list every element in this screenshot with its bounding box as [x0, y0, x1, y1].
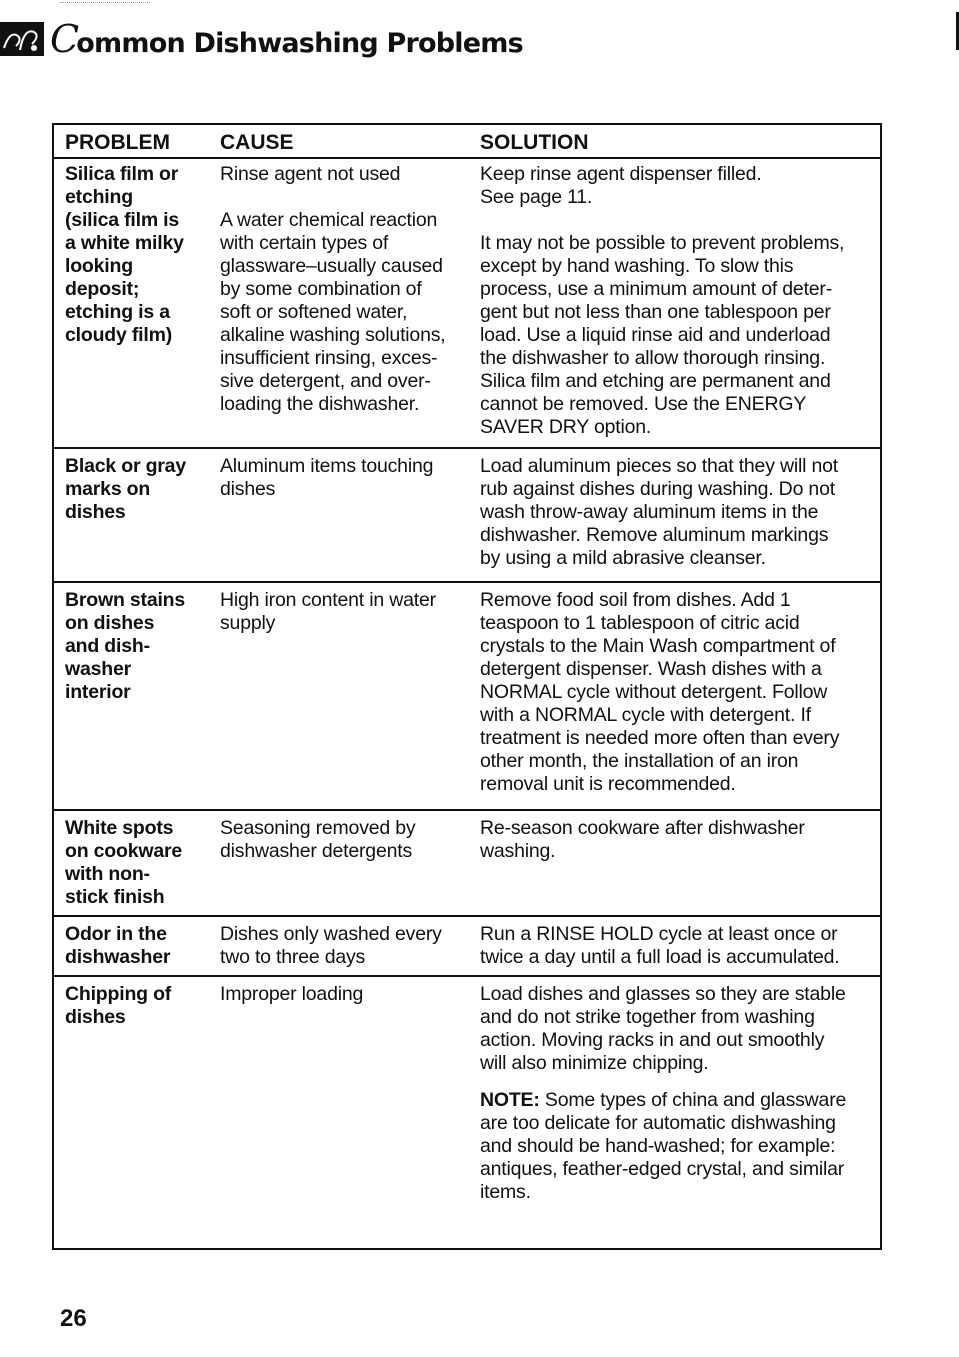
cause-cell-line: Improper loading [220, 983, 364, 1005]
solution-cell-line: rub against dishes during washing. Do not [480, 478, 835, 500]
problem-line: Black or gray [65, 455, 186, 477]
dishwasher-logo-icon [0, 22, 44, 56]
solution-cell-line: crystals to the Main Wash compartment of [480, 635, 836, 657]
cause-cell-line: insufficient rinsing, exces- [220, 347, 438, 369]
solution-cell [480, 817, 875, 863]
solution-cell-line: other month, the installation of an iron [480, 750, 799, 772]
cause-cell-line: A water chemical reaction [220, 209, 438, 231]
problems-table [52, 123, 882, 1250]
solution-cell [480, 589, 875, 796]
problem-line: looking [65, 255, 133, 277]
cause-cell [220, 923, 470, 969]
cause-cell-line: dishwasher detergents [220, 840, 412, 862]
solution-cell-line: antiques, feather-edged crystal, and similar [480, 1158, 845, 1180]
solution-cell [480, 983, 875, 1204]
problem-cell [65, 983, 210, 1029]
problem-cell [65, 817, 210, 909]
top-rule [60, 2, 150, 3]
solution-cell-line: by using a mild abrasive cleanser. [480, 547, 766, 569]
problem-line: Brown stains [65, 589, 186, 611]
cause-cell-line: dishes [220, 478, 276, 500]
solution-cell-line: See page 11. [480, 186, 593, 208]
table-row [54, 157, 880, 449]
cause-cell-line: supply [220, 612, 276, 634]
problem-line: on cookware [65, 840, 182, 862]
problem-cell [65, 455, 210, 524]
solution-cell-line: Load aluminum pieces so that they will not [480, 455, 838, 477]
cause-cell-line: with certain types of [220, 232, 389, 254]
solution-cell-line: Load dishes and glasses so they are stable [480, 983, 846, 1005]
table-row [54, 449, 880, 583]
cause-cell [220, 983, 470, 1006]
solution-cell-line: the dishwasher to allow thorough rinsing. [480, 347, 826, 369]
problem-line: cloudy film) [65, 324, 173, 346]
solution-cell-line: Keep rinse agent dispenser filled. [480, 163, 762, 185]
solution-cell [480, 923, 875, 969]
table-header [54, 125, 880, 159]
note-label: NOTE: [480, 1089, 540, 1111]
problem-line: Silica film or [65, 163, 179, 185]
solution-cell-line: SAVER DRY option. [480, 416, 652, 438]
cause-cell-line: alkaline washing solutions, [220, 324, 446, 346]
solution-cell-line: detergent dispenser. Wash dishes with a [480, 658, 822, 680]
solution-cell-line: twice a day until a full load is accumulated. [480, 946, 840, 968]
solution-cell-line: It may not be possible to prevent problems, [480, 232, 845, 254]
table-row [54, 811, 880, 917]
problem-line: Odor in the [65, 923, 167, 945]
title-rest: ommon Dishwashing Problems [76, 28, 523, 59]
problem-line: marks on [65, 478, 151, 500]
solution-cell-line: Re-season cookware after dishwasher [480, 817, 805, 839]
cause-cell [220, 163, 470, 416]
problem-line: White spots [65, 817, 174, 839]
cause-cell [220, 817, 470, 863]
solution-cell-line: action. Moving racks in and out smoothly [480, 1029, 825, 1051]
page-number: 26 [60, 1305, 87, 1332]
header-problem: PROBLEM [65, 131, 170, 154]
problem-line: on dishes [65, 612, 155, 634]
problem-line: a white milky [65, 232, 184, 254]
table-row [54, 917, 880, 977]
solution-cell-line: with a NORMAL cycle with detergent. If [480, 704, 811, 726]
problem-line: deposit; [65, 278, 140, 300]
solution-cell-line: will also minimize chipping. [480, 1052, 709, 1074]
problem-cell [65, 163, 210, 347]
cause-cell-line: soft or softened water, [220, 301, 408, 323]
solution-cell-line: load. Use a liquid rinse aid and underload [480, 324, 831, 346]
problem-line: stick finish [65, 886, 165, 908]
solution-cell-line: teaspoon to 1 tablespoon of citric acid [480, 612, 800, 634]
solution-cell-line: except by hand washing. To slow this [480, 255, 794, 277]
problem-line: etching is a [65, 301, 170, 323]
solution-cell [480, 163, 875, 439]
solution-cell-line: dishwasher. Remove aluminum markings [480, 524, 829, 546]
problem-line: dishwasher [65, 946, 171, 968]
problem-line: and dish- [65, 635, 150, 657]
cause-cell-line: sive detergent, and over- [220, 370, 431, 392]
cause-cell-line: two to three days [220, 946, 366, 968]
problem-cell [65, 589, 210, 704]
cause-cell [220, 455, 470, 501]
problem-line: etching [65, 186, 133, 208]
solution-cell-line: process, use a minimum amount of deter- [480, 278, 833, 300]
cause-cell-line: loading the dishwasher. [220, 393, 420, 415]
header-cause: CAUSE [220, 131, 294, 154]
page-title [50, 17, 523, 61]
solution-cell-line: treatment is needed more often than every [480, 727, 840, 749]
page-header [0, 14, 523, 64]
solution-cell-line: are too delicate for automatic dishwashing [480, 1112, 836, 1134]
cause-cell-line: Rinse agent not used [220, 163, 401, 185]
header-solution: SOLUTION [480, 131, 589, 154]
solution-cell-line: cannot be removed. Use the ENERGY [480, 393, 807, 415]
problem-line: washer [65, 658, 132, 680]
solution-cell [480, 455, 875, 570]
solution-cell-line: wash throw-away aluminum items in the [480, 501, 819, 523]
cause-cell-line: Aluminum items touching [220, 455, 434, 477]
solution-cell-line: Run a RINSE HOLD cycle at least once or [480, 923, 838, 945]
table-row [54, 583, 880, 811]
problem-line: dishes [65, 501, 126, 523]
problem-line: with non- [65, 863, 150, 885]
solution-cell-line: Remove food soil from dishes. Add 1 [480, 589, 791, 611]
cause-cell-line: Seasoning removed by [220, 817, 416, 839]
solution-cell-line: washing. [480, 840, 556, 862]
problem-line: (silica film is [65, 209, 180, 231]
problem-line: dishes [65, 1006, 126, 1028]
solution-cell-line: removal unit is recommended. [480, 773, 736, 795]
solution-cell-line: items. [480, 1181, 531, 1203]
table-row [54, 977, 880, 1248]
solution-cell-line: gent but not less than one tablespoon per [480, 301, 831, 323]
title-initial: C [50, 17, 79, 61]
solution-cell-line: NOTE: Some types of china and glassware [480, 1089, 847, 1111]
solution-cell-line: and do not strike together from washing [480, 1006, 815, 1028]
solution-cell-line: Silica film and etching are permanent and [480, 370, 831, 392]
problem-line: interior [65, 681, 131, 703]
cause-cell-line: Dishes only washed every [220, 923, 442, 945]
cause-cell-line: glassware–usually caused [220, 255, 443, 277]
problem-cell [65, 923, 210, 969]
solution-cell-line: and should be hand-washed; for example: [480, 1135, 836, 1157]
cause-cell-line: by some combination of [220, 278, 422, 300]
problem-line: Chipping of [65, 983, 172, 1005]
cause-cell [220, 589, 470, 635]
cause-cell-line: High iron content in water [220, 589, 436, 611]
solution-cell-line: NORMAL cycle without detergent. Follow [480, 681, 828, 703]
